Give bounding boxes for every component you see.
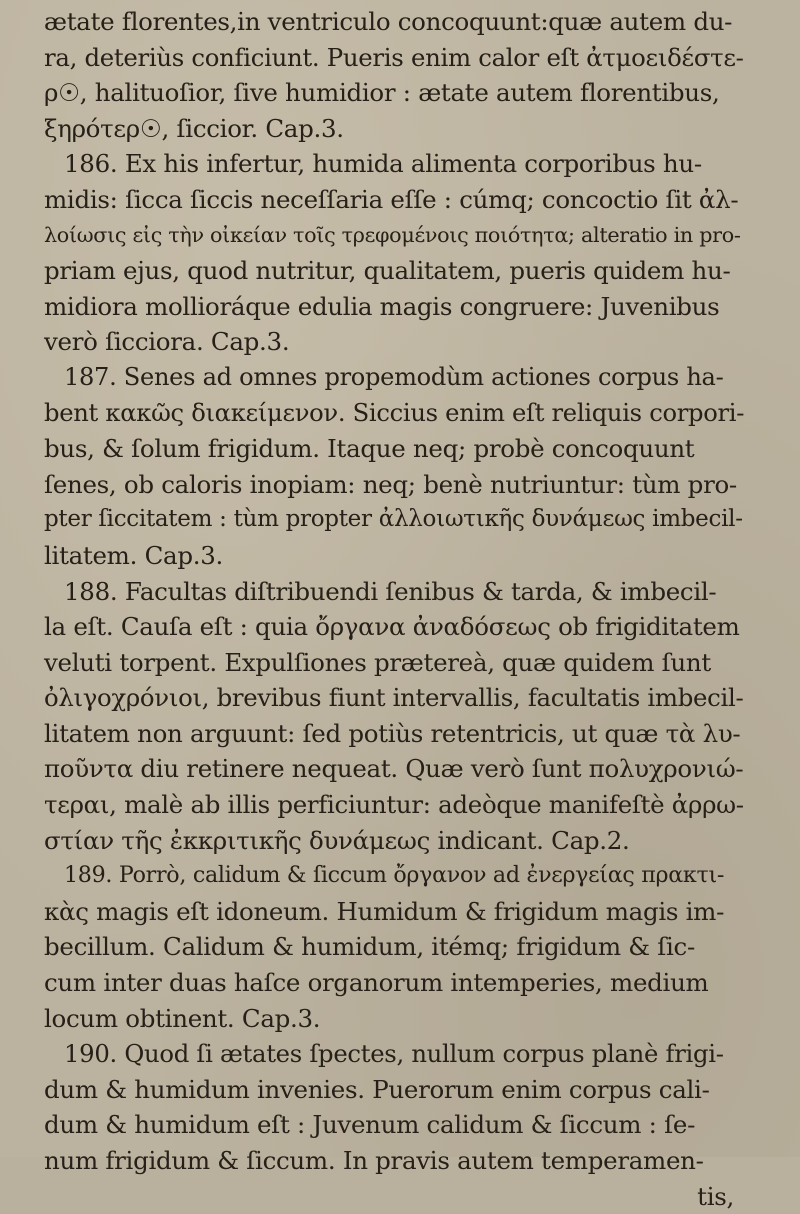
text-line: midis: ſicca ſiccis neceſſaria eſſe : cúmq; concoctio ſit ἀλ-: [44, 184, 739, 214]
text-line: bus, & ſolum frigidum. Itaque neq; probè concoquunt: [44, 434, 695, 464]
text-line: στίαν τῆς ἐκκριτικῆς δυνάμεως indicant. Cap.2.: [44, 825, 630, 855]
text-line: 190. Quod ſi ætates ſpectes, nullum corpus planè frigi-: [64, 1039, 724, 1069]
text-line: num frigidum & ſiccum. In pravis autem temperamen-: [44, 1146, 704, 1175]
text-line: verò ſicciora. Cap.3.: [44, 327, 290, 357]
text-line: 189. Porrò, calidum & ſiccum ὄργανον ad ἐνεργείας πρακτι-: [64, 862, 725, 889]
text-line: κὰς magis eſt idoneum. Humidum & frigidum magis im-: [44, 896, 725, 926]
text-line: cum inter duas haſce organorum intemperies, medium: [44, 968, 709, 998]
text-line: 187. Senes ad omnes propemodùm actiones corpus ha-: [64, 362, 724, 391]
catchword: tis,: [697, 1181, 734, 1211]
text-line: 188. Facultas diſtribuendi ſenibus & tarda, & imbecil-: [64, 576, 717, 606]
text-block: [44, 4, 744, 1179]
text-line: 186. Ex his infertur, humida alimenta corporibus hu-: [64, 149, 702, 179]
text-line: λοίωσις εἰς τὴν οἰκείαν τοῖς τρεφομένοις ποιότητα; alteratio in pro-: [44, 222, 741, 247]
text-line: ξηρότερ☉, ſiccior. Cap.3.: [44, 113, 344, 143]
text-line: veluti torpent. Expulſiones prætereà, quæ quidem ſunt: [44, 647, 711, 677]
text-line: τεραι, malè ab illis perficiuntur: adeòque manifeſtè ἀρρω-: [44, 790, 744, 820]
text-line: bent κακῶς διακείμενον. Siccius enim eſt reliquis corpori-: [44, 398, 745, 427]
text-line: litatem non arguunt: ſed potiùs retentricis, ut quæ τὰ λυ-: [44, 718, 741, 748]
text-line: dum & humidum eſt : Juvenum calidum & ſiccum : ſe-: [44, 1110, 696, 1140]
text-line: locum obtinent. Cap.3.: [44, 1003, 321, 1033]
text-line: litatem. Cap.3.: [44, 540, 223, 570]
text-line: ὀλιγοχρόνιοι, brevibus fiunt intervallis, facultatis imbecil-: [44, 683, 744, 713]
text-line: becillum. Calidum & humidum, itémq; frigidum & ſic-: [44, 932, 695, 962]
text-line: ra, deteriùs conficiunt. Pueris enim calor eſt ἀτμοειδέστε-: [44, 42, 744, 72]
text-line: dum & humidum invenies. Puerorum enim corpus cali-: [44, 1074, 710, 1104]
text-line: ρ☉, halituoſior, ſive humidior : ætate autem florentibus,: [44, 78, 720, 108]
text-line: ποῦντα diu retinere nequeat. Quæ verò ſunt πολυχρονιώ-: [44, 754, 744, 784]
text-line: ſenes, ob caloris inopiam: neq; benè nutriuntur: tùm pro-: [44, 469, 737, 499]
text-line: midiora mollioráque edulia magis congruere: Juvenibus: [44, 291, 720, 321]
text-line: pter ſiccitatem : tùm propter ἀλλοιωτικῆς δυνάμεως imbecil-: [44, 506, 743, 533]
text-line: ætate florentes,in ventriculo concoquunt:quæ autem du-: [44, 7, 733, 36]
text-line: priam ejus, quod nutritur, qualitatem, pueris quidem hu-: [44, 256, 731, 286]
text-line: la eſt. Cauſa eſt : quia ὄργανα ἀναδόσεως ob frigiditatem: [44, 612, 740, 642]
